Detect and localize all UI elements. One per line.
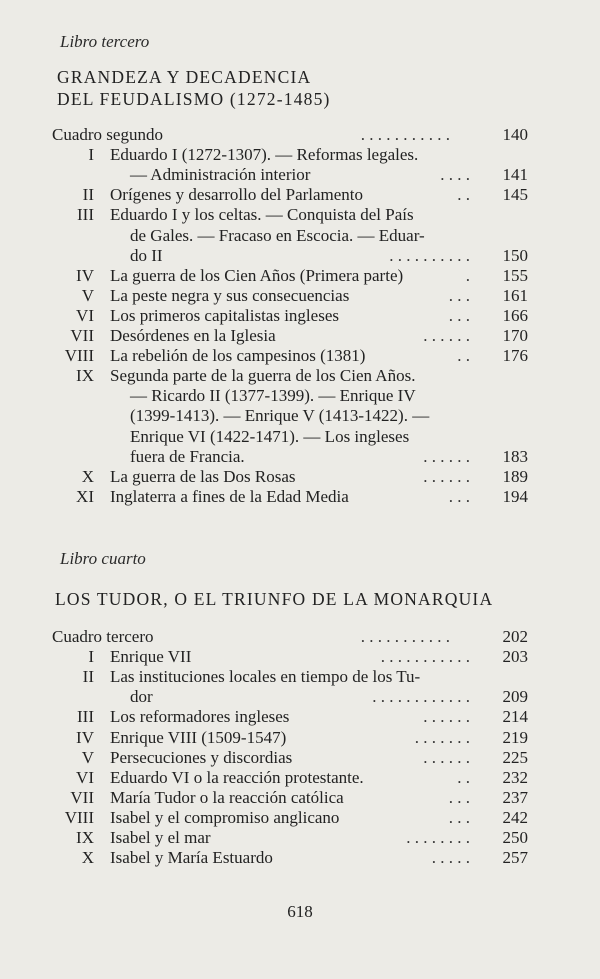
chapter-number: V <box>81 285 94 305</box>
leader-dots: . . . . . . . . . . <box>389 245 470 265</box>
toc-entry-line <box>0 728 600 748</box>
chapter-title: fuera de Francia. <box>130 446 245 466</box>
page-number: 242 <box>502 807 528 827</box>
chapter-title: Persecuciones y discordias <box>110 747 293 767</box>
page-number: 161 <box>502 285 528 305</box>
leader-dots: . . . <box>448 305 470 325</box>
toc-entry-line <box>0 326 600 346</box>
leader-dots: . . . . . . . . . . . <box>360 125 450 144</box>
book3-cuadro-row <box>0 125 600 145</box>
chapter-title: Inglaterra a fines de la Edad Media <box>110 486 349 506</box>
book4-label: Libro cuarto <box>60 549 146 568</box>
chapter-title: Los primeros capitalistas ingleses <box>110 305 339 325</box>
leader-dots: . . . <box>448 285 470 305</box>
page-number: 203 <box>502 647 528 667</box>
leader-dots: . . . . . . . . . . . <box>360 627 450 646</box>
chapter-title: — Ricardo II (1377-1399). — Enrique IV <box>130 386 416 406</box>
chapter-number: IV <box>76 727 94 747</box>
leader-dots: . . <box>457 346 470 366</box>
chapter-title: dor <box>130 687 153 707</box>
toc-entry-line <box>0 386 600 406</box>
chapter-number: I <box>88 145 94 165</box>
page-folio: 618 <box>287 902 313 921</box>
toc-entry-line <box>0 808 600 828</box>
book3-title <box>57 66 331 110</box>
page-number: 155 <box>502 265 528 285</box>
page-number: 237 <box>502 787 528 807</box>
toc-entry-line <box>0 427 600 447</box>
chapter-title: Isabel y el compromiso anglicano <box>110 807 340 827</box>
page-number: 176 <box>502 346 528 366</box>
toc-entry-line <box>0 647 600 667</box>
toc-entry-line <box>0 266 600 286</box>
chapter-title: Segunda parte de la guerra de los Cien Años. <box>110 366 416 386</box>
chapter-title: do II <box>130 245 163 265</box>
toc-entry-line <box>0 346 600 366</box>
toc-entry-line <box>0 165 600 185</box>
chapter-title: Isabel y el mar <box>110 828 211 847</box>
page-number: 257 <box>502 848 528 868</box>
book3-title-line1: GRANDEZA Y DECADENCIA <box>57 67 312 87</box>
chapter-title: Las instituciones locales en tiempo de los Tu- <box>110 667 421 687</box>
page-number: 225 <box>502 747 528 767</box>
toc-entry-line <box>0 366 600 386</box>
toc-entry-line <box>0 467 600 487</box>
toc-entry-line <box>0 687 600 707</box>
chapter-number: IX <box>76 828 94 847</box>
leader-dots: . . . . . . <box>423 466 470 486</box>
toc-entry-line <box>0 145 600 165</box>
leader-dots: . . . . . . . <box>414 727 470 747</box>
page-number: 202 <box>502 627 528 646</box>
chapter-title: Orígenes y desarrollo del Parlamento <box>110 185 364 205</box>
chapter-title: — Administración interior <box>130 165 311 185</box>
chapter-number: VI <box>76 305 94 325</box>
chapter-title: Enrique VIII (1509-1547) <box>110 727 287 747</box>
chapter-title: Eduardo VI o la reacción protestante. <box>110 767 364 787</box>
page-number: 145 <box>502 185 528 205</box>
page-number: 183 <box>502 446 528 466</box>
toc-entry-line <box>0 487 600 507</box>
chapter-number: VII <box>70 326 94 345</box>
chapter-title: Eduardo I y los celtas. — Conquista del País <box>110 205 414 225</box>
toc-entry-line <box>0 226 600 246</box>
page-number: 170 <box>502 326 528 345</box>
page-number: 194 <box>502 486 528 506</box>
page-number: 141 <box>502 165 528 185</box>
leader-dots: . . . . . <box>431 848 470 868</box>
book4-title-line1: LOS TUDOR, O EL TRIUNFO DE LA MONARQUIA <box>55 589 494 609</box>
toc-entry-line <box>0 848 600 868</box>
chapter-number: VIII <box>64 346 94 366</box>
page-number: 150 <box>502 245 528 265</box>
leader-dots: . . . . . . . . . . . . <box>372 687 470 707</box>
leader-dots: . . . . . . <box>423 326 470 345</box>
chapter-number: II <box>82 667 94 687</box>
leader-dots: . . . . . . <box>423 446 470 466</box>
leader-dots: . . <box>457 767 470 787</box>
chapter-number: V <box>81 747 94 767</box>
chapter-title: La rebelión de los campesinos (1381) <box>110 346 366 366</box>
toc-entry-line <box>0 707 600 727</box>
toc-entry-line <box>0 768 600 788</box>
chapter-title: Eduardo I (1272-1307). — Reformas legales. <box>110 145 419 165</box>
chapter-title: Los reformadores ingleses <box>110 707 290 727</box>
chapter-number: I <box>88 647 94 667</box>
chapter-title: La guerra de los Cien Años (Primera parte) <box>110 265 404 285</box>
chapter-number: IV <box>76 265 94 285</box>
leader-dots: . . . <box>448 486 470 506</box>
cuadro-label: Cuadro segundo <box>52 125 163 144</box>
toc-entry-line <box>0 246 600 266</box>
toc-entry-line <box>0 748 600 768</box>
book3-title-line2: DEL FEUDALISMO (1272-1485) <box>57 89 331 109</box>
chapter-number: III <box>77 205 94 225</box>
chapter-number: III <box>77 707 94 727</box>
page-number: 250 <box>502 828 528 847</box>
chapter-title: Enrique VI (1422-1471). — Los ingleses <box>130 426 410 446</box>
toc-entry-line <box>0 788 600 808</box>
chapter-number: X <box>81 466 94 486</box>
chapter-title: Isabel y María Estuardo <box>110 848 273 868</box>
leader-dots: . . . . . . . . <box>406 828 470 847</box>
leader-dots: . . . . . . . . . . . <box>380 647 470 667</box>
chapter-number: VIII <box>64 807 94 827</box>
page-number: 232 <box>502 767 528 787</box>
book3-label: Libro tercero <box>60 32 150 51</box>
leader-dots: . . . . . . <box>423 747 470 767</box>
toc-entry-line <box>0 406 600 426</box>
chapter-title: (1399-1413). — Enrique V (1413-1422). — <box>130 406 430 426</box>
chapter-number: VI <box>76 767 94 787</box>
toc-entry-line <box>0 447 600 467</box>
leader-dots: . . . . <box>440 165 470 185</box>
toc-entry-line <box>0 205 600 225</box>
leader-dots: . . . <box>448 807 470 827</box>
chapter-title: Desórdenes en la Iglesia <box>110 326 276 345</box>
page-number: 219 <box>502 727 528 747</box>
chapter-number: IX <box>76 366 94 386</box>
chapter-title: de Gales. — Fracaso en Escocia. — Eduar- <box>130 225 425 245</box>
toc-entry-line <box>0 286 600 306</box>
leader-dots: . . . <box>448 787 470 807</box>
leader-dots: . <box>465 265 470 285</box>
page-number: 166 <box>502 305 528 325</box>
chapter-number: II <box>82 185 94 205</box>
page-number: 214 <box>502 707 528 727</box>
cuadro-label: Cuadro tercero <box>52 627 154 646</box>
chapter-title: La peste negra y sus consecuencias <box>110 285 350 305</box>
chapter-title: Enrique VII <box>110 647 192 667</box>
toc-entry-line <box>0 185 600 205</box>
page-number: 209 <box>502 687 528 707</box>
leader-dots: . . . . . . <box>423 707 470 727</box>
chapter-number: XI <box>76 486 94 506</box>
chapter-title: La guerra de las Dos Rosas <box>110 466 296 486</box>
leader-dots: . . <box>457 185 470 205</box>
chapter-number: VII <box>70 787 94 807</box>
page-number: 189 <box>502 466 528 486</box>
book4-title <box>55 588 493 610</box>
page-number: 140 <box>502 125 528 144</box>
toc-entry-line <box>0 306 600 326</box>
book4-cuadro-row <box>0 627 600 647</box>
chapter-title: María Tudor o la reacción católica <box>110 787 344 807</box>
toc-entry-line <box>0 828 600 848</box>
chapter-number: X <box>81 848 94 868</box>
toc-entry-line <box>0 667 600 687</box>
